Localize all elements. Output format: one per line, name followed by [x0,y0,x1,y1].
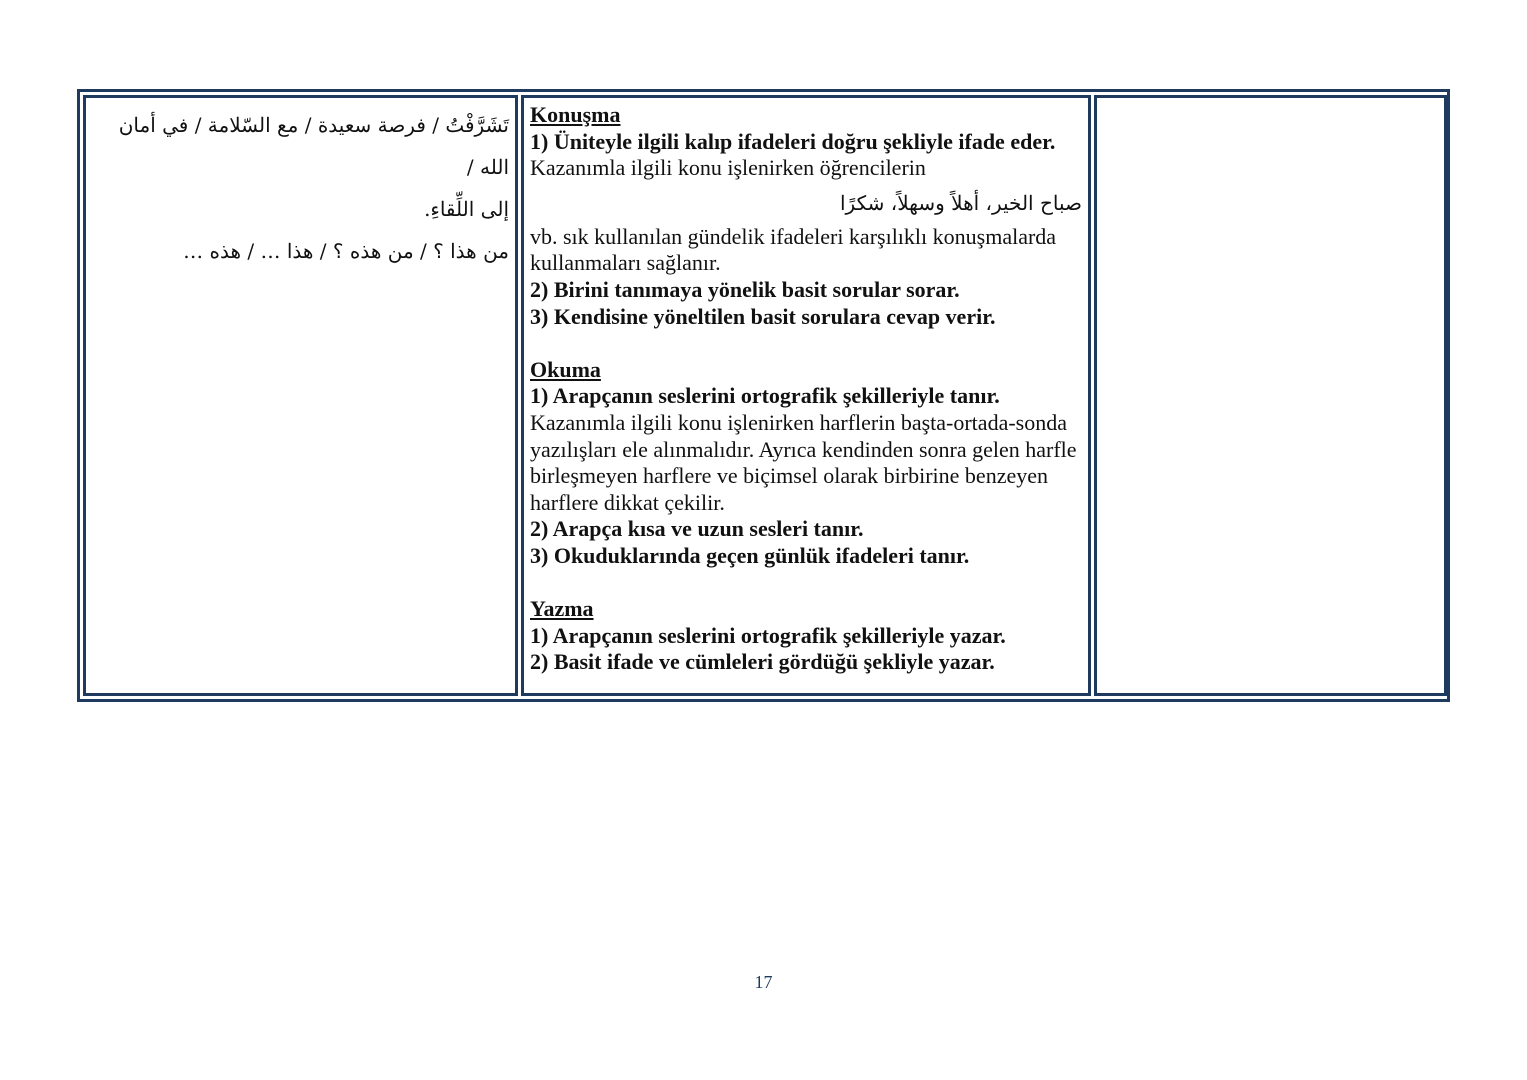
page-number: 17 [754,972,773,992]
konusma-note-rest: vb. sık kullanılan gündelik ifadeleri karşılıklı konuşmalarda kullanmaları sağlanır. [530,223,1057,276]
section-gap [530,570,1082,597]
okuma-note: Kazanımla ilgili konu işlenirken harflerin başta-ortada-sonda yazılışları ele alınmalıdır. Ayrıca kendinden sonra gelen harfle birleşmeyen harflere ve biçimsel olarak birbirine benzeyen harflere dikkat çekilir. [530,409,1077,515]
okuma-heading: Okuma [530,356,601,382]
empty-cell [1094,95,1447,696]
outcomes-cell [521,95,1091,696]
okuma-item-1: 1) Arapçanın seslerini ortografik şekilleriyle tanır. [530,383,1000,409]
okuma-item-3: 3) Okuduklarında geçen günlük ifadeleri tanır. [530,542,970,568]
konusma-arabic-phrases: صباح الخير، أهلاً وسهلاً، شكرًا [840,190,1082,215]
konusma-heading: Konuşma [530,102,621,127]
section-gap [530,330,1082,357]
arabic-line-2: إلى اللِّقاءِ. [424,197,509,221]
okuma-item-2: 2) Arapça kısa ve uzun sesleri tanır. [530,516,864,542]
yazma-item-1: 1) Arapçanın seslerini ortografik şekilleriyle yazar. [530,622,1006,648]
arabic-line-3: من هذا ؟ / من هذه ؟ / هذا … / هذه … [183,239,509,263]
arabic-expressions-cell [83,95,518,696]
curriculum-table [77,89,1450,702]
konusma-item-3: 3) Kendisine yöneltilen basit sorulara cevap verir. [530,303,996,329]
konusma-item-1: 1) Üniteyle ilgili kalıp ifadeleri doğru şekliyle ifade eder. [530,128,1056,154]
yazma-heading: Yazma [530,596,594,622]
konusma-note-intro: Kazanımla ilgili konu işlenirken öğrencilerin [530,155,926,181]
konusma-item-2: 2) Birini tanımaya yönelik basit sorular sorar. [530,276,960,302]
arabic-line-1: تَشَرَّفْتُ / فرصة سعيدة / مع السّلامة / في أمان الله / [118,113,509,179]
yazma-item-2: 2) Basit ifade ve cümleleri gördüğü şekliyle yazar. [530,649,995,675]
